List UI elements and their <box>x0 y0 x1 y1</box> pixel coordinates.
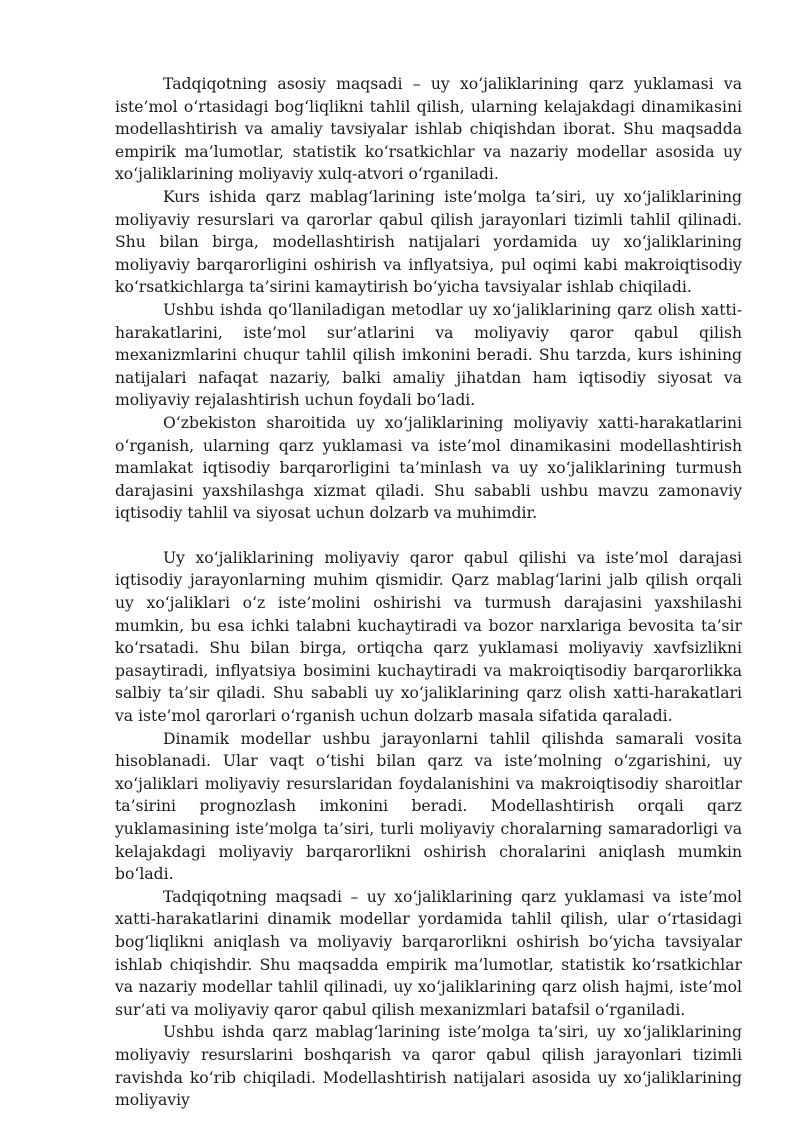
section-spacer <box>115 525 742 547</box>
document-page <box>115 73 742 1112</box>
paragraph: Tadqiqotning asosiy maqsadi – uy xo‘jaliklarining qarz yuklamasi va iste’mol o‘rtasidagi bog‘liqlikni tahlil qilish, ularning kelajakdagi dinamikasini modellashtirish va amaliy tavsiyalar ishlab chiqishdan iborat. Shu maqsadda empirik ma’lumotlar, statistik ko‘rsatkichlar va nazariy modellar asosida uy xo‘jaliklarining moliyaviy xulq-atvori o‘rganiladi. <box>115 75 742 184</box>
paragraph: Tadqiqotning maqsadi – uy xo‘jaliklarining qarz yuklamasi va iste’mol xatti-harakatlarini dinamik modellar yordamida tahlil qilish, ular o‘rtasidagi bog‘liqlikni aniqlash va moliyaviy barqarorlikni oshirish bo‘yicha tavsiyalar ishlab chiqishdir. Shu maqsadda empirik ma’lumotlar, statistik ko‘rsatkichlar va nazariy modellar tahlil qilinadi, uy xo‘jaliklarining qarz olish hajmi, iste’mol sur’ati va moliyaviy qaror qabul qilish mexanizmlari batafsil o‘rganiladi. <box>115 887 742 1019</box>
paragraph: O‘zbekiston sharoitida uy xo‘jaliklarining moliyaviy xatti-harakatlarini o‘rganish, ularning qarz yuklamasi va iste’mol dinamikasini modellashtirish mamlakat iqtisodiy barqarorligini ta’minlash va uy xo‘jaliklarining turmush darajasini yaxshilashga xizmat qiladi. Shu sababli ushbu mavzu zamonaviy iqtisodiy tahlil va siyosat uchun dolzarb va muhimdir. <box>115 413 742 523</box>
paragraph: Ushbu ishda qarz mablag‘larining iste’molga ta’siri, uy xo‘jaliklarining moliyaviy resurslarini boshqarish va qaror qabul qilish jarayonlari tizimli ravishda ko‘rib chiqiladi. Modellashtirish natijalari asosida uy xo‘jaliklarining moliyaviy <box>115 1023 742 1110</box>
paragraph: Dinamik modellar ushbu jarayonlarni tahlil qilishda samarali vosita hisoblanadi. Ular vaqt o‘tishi bilan qarz va iste’molning o‘zgarishini, uy xo‘jaliklari moliyaviy resurslaridan foydalanishini va makroiqtisodiy sharoitlar ta’sirini prognozlash imkonini beradi. Modellashtirish orqali qarz yuklamasining iste’molga ta’siri, turli moliyaviy choralarning samaradorligi va kelajakdagi moliyaviy barqarorlikni oshirish choralarini aniqlash mumkin bo‘ladi. <box>115 729 742 884</box>
paragraph: Ushbu ishda qo‘llaniladigan metodlar uy xo‘jaliklarining qarz olish xatti-harakatlarini, iste’mol sur’atlarini va moliyaviy qaror qabul qilish mexanizmlarini chuqur tahlil qilish imkonini beradi. Shu tarzda, kurs ishining natijalari nafaqat nazariy, balki amaliy jihatdan ham iqtisodiy siyosat va moliyaviy rejalashtirish uchun foydali bo‘ladi. <box>115 300 742 410</box>
paragraph: Uy xo‘jaliklarining moliyaviy qaror qabul qilishi va iste’mol darajasi iqtisodiy jarayonlarning muhim qismidir. Qarz mablag‘larini jalb qilish orqali uy xo‘jaliklari o‘z iste’molini oshirishi va turmush darajasini yaxshilashi mumkin, bu esa ichki talabni kuchaytiradi va bozor narxlariga bevosita ta’sir ko‘rsatadi. Shu bilan birga, ortiqcha qarz yuklamasi moliyaviy xavfsizlikni pasaytiradi, inflyatsiya bosimini kuchaytiradi va makroiqtisodiy barqarorlikka salbiy ta’sir qiladi. Shu sababli uy xo‘jaliklarining qarz olish xatti-harakatlari va iste’mol qarorlari o‘rganish uchun dolzarb masala sifatida qaraladi. <box>115 548 742 726</box>
paragraph: Kurs ishida qarz mablag‘larining iste’molga ta’siri, uy xo‘jaliklarining moliyaviy resurslari va qarorlar qabul qilish jarayonlari tizimli tahlil qilinadi. Shu bilan birga, modellashtirish natijalari yordamida uy xo‘jaliklarining moliyaviy barqarorligini oshirish va inflyatsiya, pul oqimi kabi makroiqtisodiy ko‘rsatkichlarga ta’sirini kamaytirish bo‘yicha tavsiyalar ishlab chiqiladi. <box>115 187 742 297</box>
